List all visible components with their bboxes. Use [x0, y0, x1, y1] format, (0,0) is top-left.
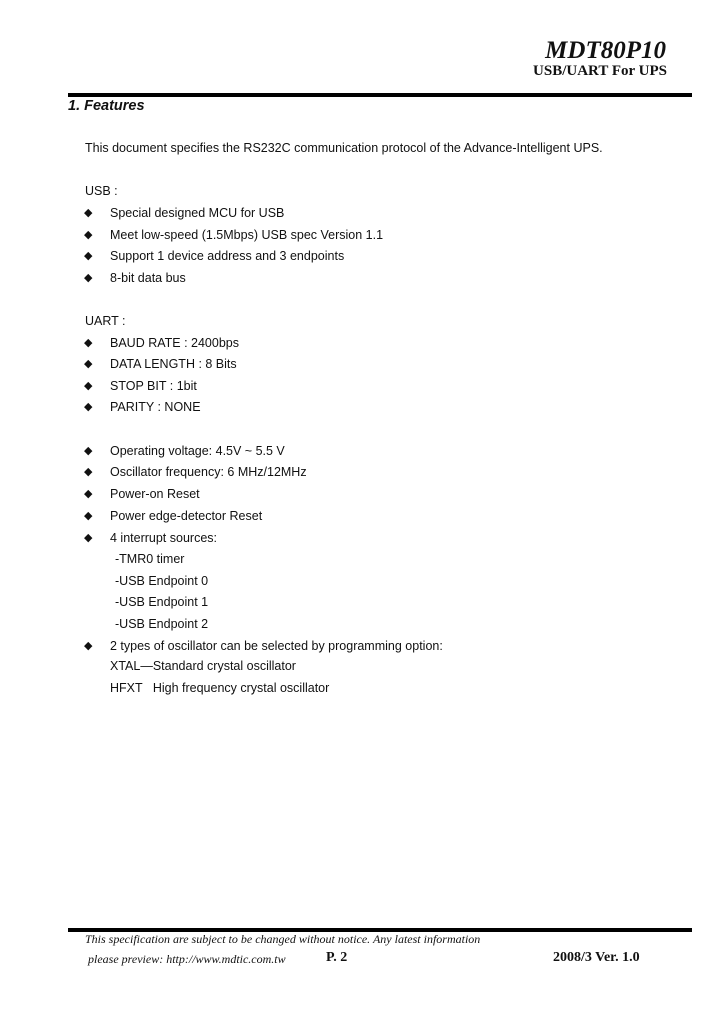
version: 2008/3 Ver. 1.0 — [553, 950, 640, 965]
bullet-diamond-icon: ◆ — [84, 488, 93, 500]
feature-item: Oscillator frequency: 6 MHz/12MHz — [110, 465, 307, 479]
interrupt-source-item: -USB Endpoint 0 — [115, 574, 209, 588]
usb-label: USB : — [85, 184, 118, 198]
interrupt-source-item: -USB Endpoint 2 — [115, 617, 209, 631]
usb-feature-item: Meet low-speed (1.5Mbps) USB spec Version 1.1 — [110, 228, 384, 242]
document-subtitle: USB/UART For UPS — [533, 63, 667, 79]
interrupt-source-item: -TMR0 timer — [115, 552, 185, 566]
bullet-diamond-icon: ◆ — [84, 532, 93, 544]
bullet-diamond-icon: ◆ — [84, 250, 93, 262]
page-number: P. 2 — [326, 950, 348, 965]
feature-item: Power-on Reset — [110, 487, 200, 501]
uart-label: UART : — [85, 314, 126, 328]
interrupt-source-item: -USB Endpoint 1 — [115, 595, 209, 609]
bullet-diamond-icon: ◆ — [84, 466, 93, 478]
uart-feature-item: PARITY : NONE — [110, 400, 201, 414]
oscillator-option: XTAL—Standard crystal oscillator — [110, 659, 296, 673]
bullet-diamond-icon: ◆ — [84, 401, 93, 413]
uart-feature-item: STOP BIT : 1bit — [110, 379, 197, 393]
part-number: MDT80P10 — [545, 37, 666, 64]
bullet-diamond-icon: ◆ — [84, 445, 93, 457]
usb-feature-item: Support 1 device address and 3 endpoints — [110, 249, 345, 263]
uart-feature-item: BAUD RATE : 2400bps — [110, 336, 239, 350]
footer-preview-link[interactable]: please preview: http://www.mdtic.com.tw — [88, 952, 286, 966]
bullet-diamond-icon: ◆ — [84, 510, 93, 522]
usb-feature-item: Special designed MCU for USB — [110, 206, 285, 220]
header-rule — [68, 93, 692, 97]
feature-item: Operating voltage: 4.5V ~ 5.5 V — [110, 444, 285, 458]
section-title: 1. Features — [68, 98, 145, 114]
oscillator-option: HFXT High frequency crystal oscillator — [110, 681, 330, 695]
feature-item: 4 interrupt sources: — [110, 531, 217, 545]
bullet-diamond-icon: ◆ — [84, 380, 93, 392]
usb-feature-item: 8-bit data bus — [110, 271, 186, 285]
bullet-diamond-icon: ◆ — [84, 229, 93, 241]
feature-item: Power edge-detector Reset — [110, 509, 263, 523]
bullet-diamond-icon: ◆ — [84, 640, 93, 652]
bullet-diamond-icon: ◆ — [84, 207, 93, 219]
bullet-diamond-icon: ◆ — [84, 272, 93, 284]
bullet-diamond-icon: ◆ — [84, 358, 93, 370]
intro-text: This document specifies the RS232C communication protocol of the Advance-Intelligent UPS. — [85, 141, 603, 155]
footer-notice: This specification are subject to be changed without notice. Any latest information — [85, 932, 481, 946]
uart-feature-item: DATA LENGTH : 8 Bits — [110, 357, 237, 371]
feature-item: 2 types of oscillator can be selected by programming option: — [110, 639, 443, 653]
bullet-diamond-icon: ◆ — [84, 337, 93, 349]
